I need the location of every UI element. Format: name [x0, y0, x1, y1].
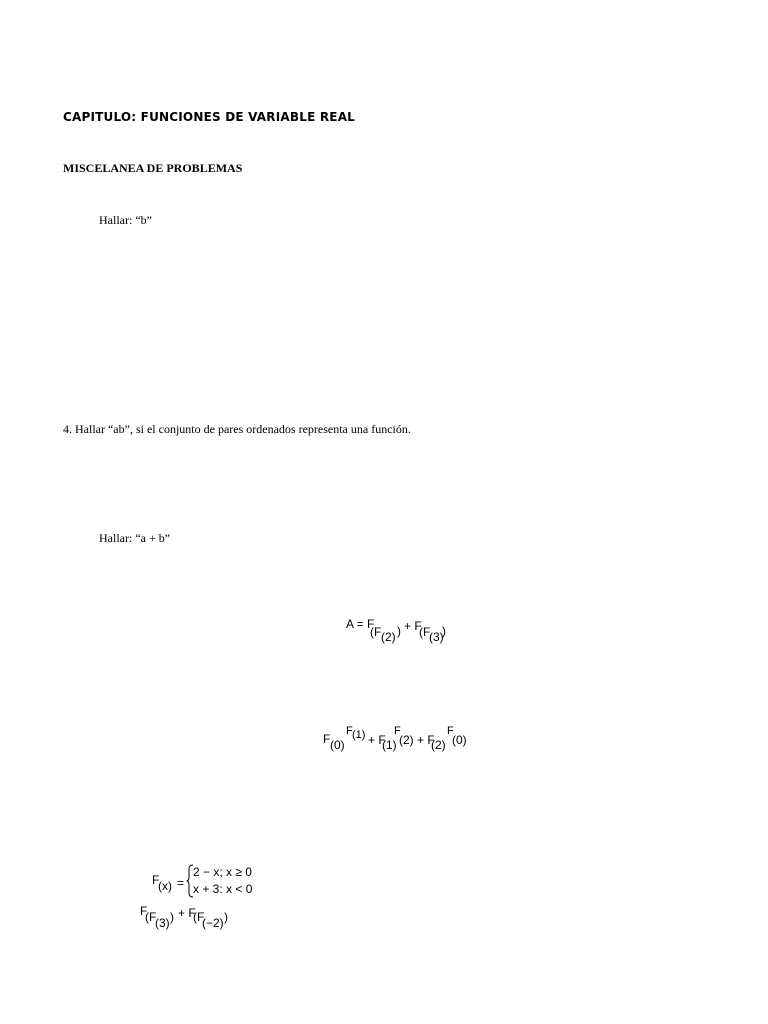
formula-composition-plus: + F	[178, 906, 196, 920]
section-title: MISCELANEA DE PROBLEMAS	[63, 161, 243, 175]
formula-a-plus: + F	[404, 619, 422, 633]
formula-power-t3-sup: F	[447, 725, 454, 737]
formula-power-t1-sub: (0)	[330, 738, 345, 752]
chapter-title: CAPITULO: FUNCIONES DE VARIABLE REAL	[63, 110, 356, 124]
formula-power-t1-sup-sub: (1)	[352, 729, 366, 741]
formula-power-plus2: + F	[417, 733, 435, 747]
formula-a-sub1: (2)	[381, 630, 396, 644]
formula-a-equation	[346, 618, 456, 648]
formula-a-sub2: (3)	[429, 630, 444, 644]
formula-composition-sub1: (3)	[155, 916, 170, 930]
formula-piecewise-equals: =	[177, 876, 185, 890]
formula-composition-open2: (F	[193, 910, 205, 924]
formula-a-close2: )	[442, 624, 446, 638]
problem-hallar-b: Hallar: “b”	[99, 213, 152, 227]
formula-piecewise	[152, 864, 272, 900]
formula-composition-open1: (F	[145, 910, 157, 924]
formula-piecewise-f-sub: (x)	[158, 879, 172, 893]
formula-power-t2-sub: (1)	[382, 738, 397, 752]
formula-composition-close2: )	[224, 910, 228, 924]
formula-piecewise-case2: x + 3: x < 0	[193, 882, 253, 896]
formula-piecewise-f: F	[152, 873, 160, 887]
formula-power-t2-arg: (2)	[399, 733, 414, 747]
formula-power-t1-sup: F	[346, 725, 353, 737]
formula-composition-close1: )	[170, 910, 174, 924]
formula-a-open2: (F	[419, 625, 431, 639]
formula-composition	[140, 905, 240, 933]
formula-power-t2-sup: F	[394, 725, 401, 737]
formula-power-sum	[323, 726, 473, 756]
formula-power-t1: F	[323, 732, 331, 746]
formula-composition-sub2: (−2)	[202, 916, 224, 930]
formula-power-t3-arg: (0)	[452, 733, 467, 747]
formula-a-open1: (F	[370, 625, 382, 639]
formula-power-t3-sub: (2)	[431, 738, 446, 752]
formula-piecewise-case1: 2 − x; x ≥ 0	[193, 865, 252, 879]
formula-a-lhs: A = F	[346, 617, 375, 631]
formula-a-close1: )	[397, 624, 401, 638]
problem-hallar-a-plus-b: Hallar: “a + b”	[99, 531, 171, 545]
formula-composition-f: F	[140, 904, 148, 918]
problem-4-statement: 4. Hallar “ab”, si el conjunto de pares ordenados representa una función.	[63, 422, 411, 436]
formula-power-plus1: + F	[368, 733, 386, 747]
